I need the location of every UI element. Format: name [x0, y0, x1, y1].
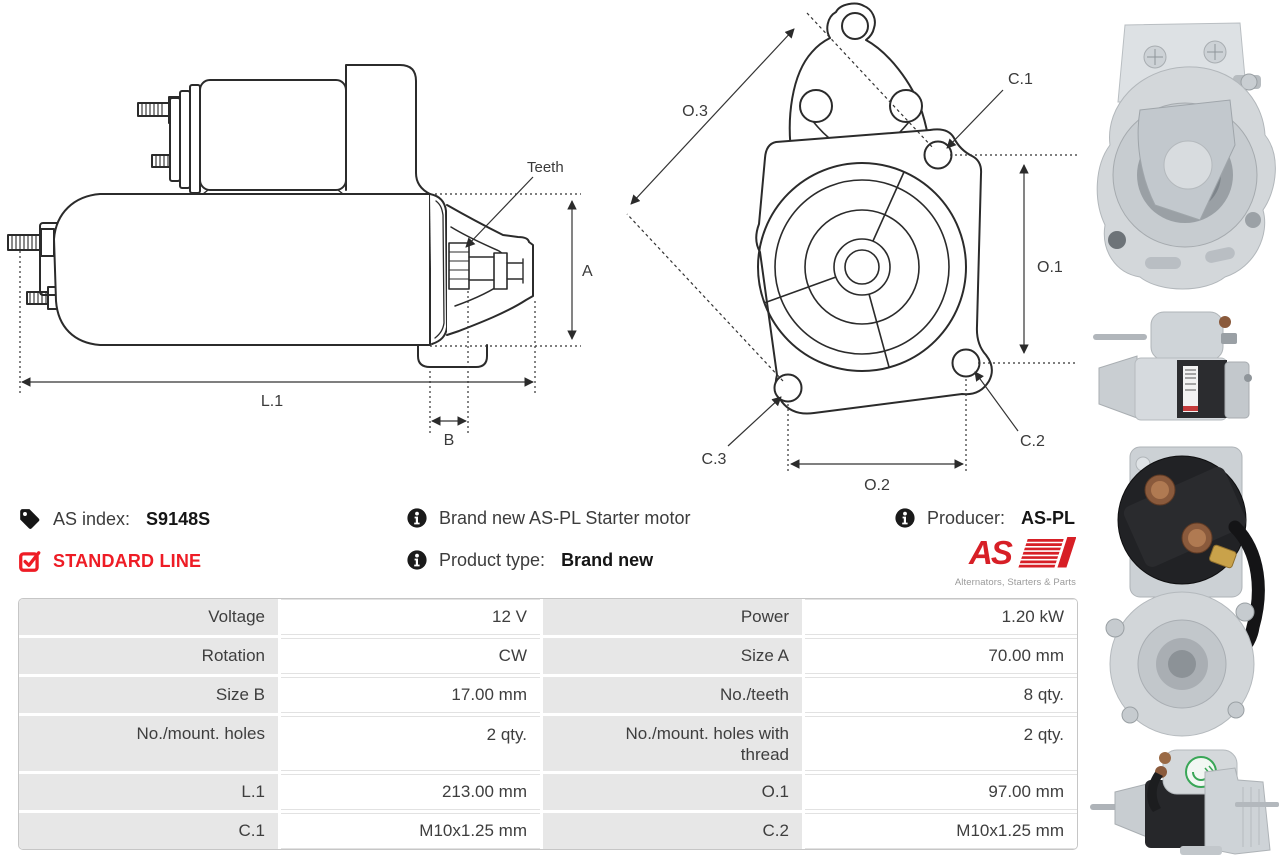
- spec-value-cell: CW: [281, 638, 540, 674]
- starter-side-angle-photo: [1085, 742, 1282, 860]
- spec-table: [18, 598, 1078, 850]
- starter-solenoid-rear-photo: [1085, 432, 1282, 740]
- checkbox-checked-icon: [18, 549, 42, 573]
- hole-c3: [775, 375, 802, 402]
- product-type-value: Brand new: [561, 549, 654, 570]
- drive-end-outline: [430, 194, 533, 344]
- description-row: [406, 507, 690, 529]
- brand-logo-caption: Alternators, Starters & Parts: [954, 577, 1076, 588]
- dim-label-teeth: Teeth: [527, 159, 564, 176]
- spec-label-cell: Voltage: [19, 599, 278, 635]
- dim-label-l1: L.1: [260, 393, 284, 410]
- producer-label: Producer:: [926, 507, 1005, 528]
- dim-label-b: B: [443, 432, 455, 449]
- producer-row: [894, 507, 1075, 529]
- as-index-value: S9148S: [146, 508, 211, 529]
- spec-value-cell: 17.00 mm: [281, 677, 540, 713]
- as-index-row: [18, 507, 210, 531]
- producer-value: AS-PL: [1021, 507, 1075, 528]
- motor-body-outline: [54, 194, 430, 345]
- photo-column: [1085, 0, 1282, 860]
- dim-label-o1: O.1: [1037, 259, 1063, 276]
- spec-value-cell: 12 V: [281, 599, 540, 635]
- spec-value-cell: 2 qty.: [281, 716, 540, 771]
- brand-logo: [951, 535, 1076, 588]
- spec-value-cell: 8 qty.: [805, 677, 1077, 713]
- spec-label-cell: Size B: [19, 677, 278, 713]
- front-view-diagram: [600, 0, 1080, 495]
- svg-text:AS: AS: [969, 535, 1011, 571]
- mounting-foot: [418, 345, 487, 367]
- product-type-label: Product type:: [439, 549, 546, 570]
- description-text: Brand new AS-PL Starter motor: [439, 507, 691, 528]
- table-row: [19, 774, 1077, 810]
- table-row: [19, 677, 1077, 713]
- spec-value-cell: M10x1.25 mm: [281, 813, 540, 849]
- standard-line-row: [18, 549, 201, 573]
- spec-value-cell: 1.20 kW: [805, 599, 1077, 635]
- table-row: [19, 638, 1077, 674]
- starter-side-photo: [1085, 300, 1282, 432]
- spec-label-cell: Rotation: [19, 638, 278, 674]
- spec-value-cell: 213.00 mm: [281, 774, 540, 810]
- spec-label-cell: Power: [543, 599, 802, 635]
- spec-label-cell: No./teeth: [543, 677, 802, 713]
- info-icon: [406, 507, 428, 529]
- info-icon: [406, 549, 428, 571]
- as-pl-logo-icon: [951, 535, 1076, 571]
- spec-label-cell: C.2: [543, 813, 802, 849]
- starter-front-flange-photo: [1085, 5, 1282, 300]
- dim-label-o3: O.3: [682, 103, 708, 120]
- spec-value-cell: 2 qty.: [805, 716, 1077, 771]
- tag-icon: [18, 507, 42, 531]
- spec-label-cell: No./mount. holes: [19, 716, 278, 771]
- dim-label-c3: C.3: [701, 451, 727, 468]
- dim-label-c2: C.2: [1020, 433, 1045, 450]
- table-row: [19, 813, 1077, 849]
- spec-label-cell: No./mount. holes with thread: [543, 716, 802, 771]
- spec-label-cell: Size A: [543, 638, 802, 674]
- spec-label-cell: C.1: [19, 813, 278, 849]
- dim-label-o2: O.2: [864, 477, 890, 494]
- spec-value-cell: 97.00 mm: [805, 774, 1077, 810]
- spec-label-cell: O.1: [543, 774, 802, 810]
- hole-c1: [925, 142, 952, 169]
- product-type-row: [406, 549, 653, 571]
- dim-label-c1: C.1: [1008, 71, 1033, 88]
- spec-label-cell: L.1: [19, 774, 278, 810]
- as-index-label: AS index:: [53, 508, 131, 529]
- info-icon: [894, 507, 916, 529]
- solenoid-outline: [138, 65, 430, 194]
- dim-label-a: A: [582, 263, 593, 280]
- spec-value-cell: 70.00 mm: [805, 638, 1077, 674]
- standard-line-badge: STANDARD LINE: [53, 550, 202, 571]
- spec-value-cell: M10x1.25 mm: [805, 813, 1077, 849]
- table-row: [19, 599, 1077, 635]
- table-row: [19, 716, 1077, 771]
- side-view-diagram: [0, 55, 600, 455]
